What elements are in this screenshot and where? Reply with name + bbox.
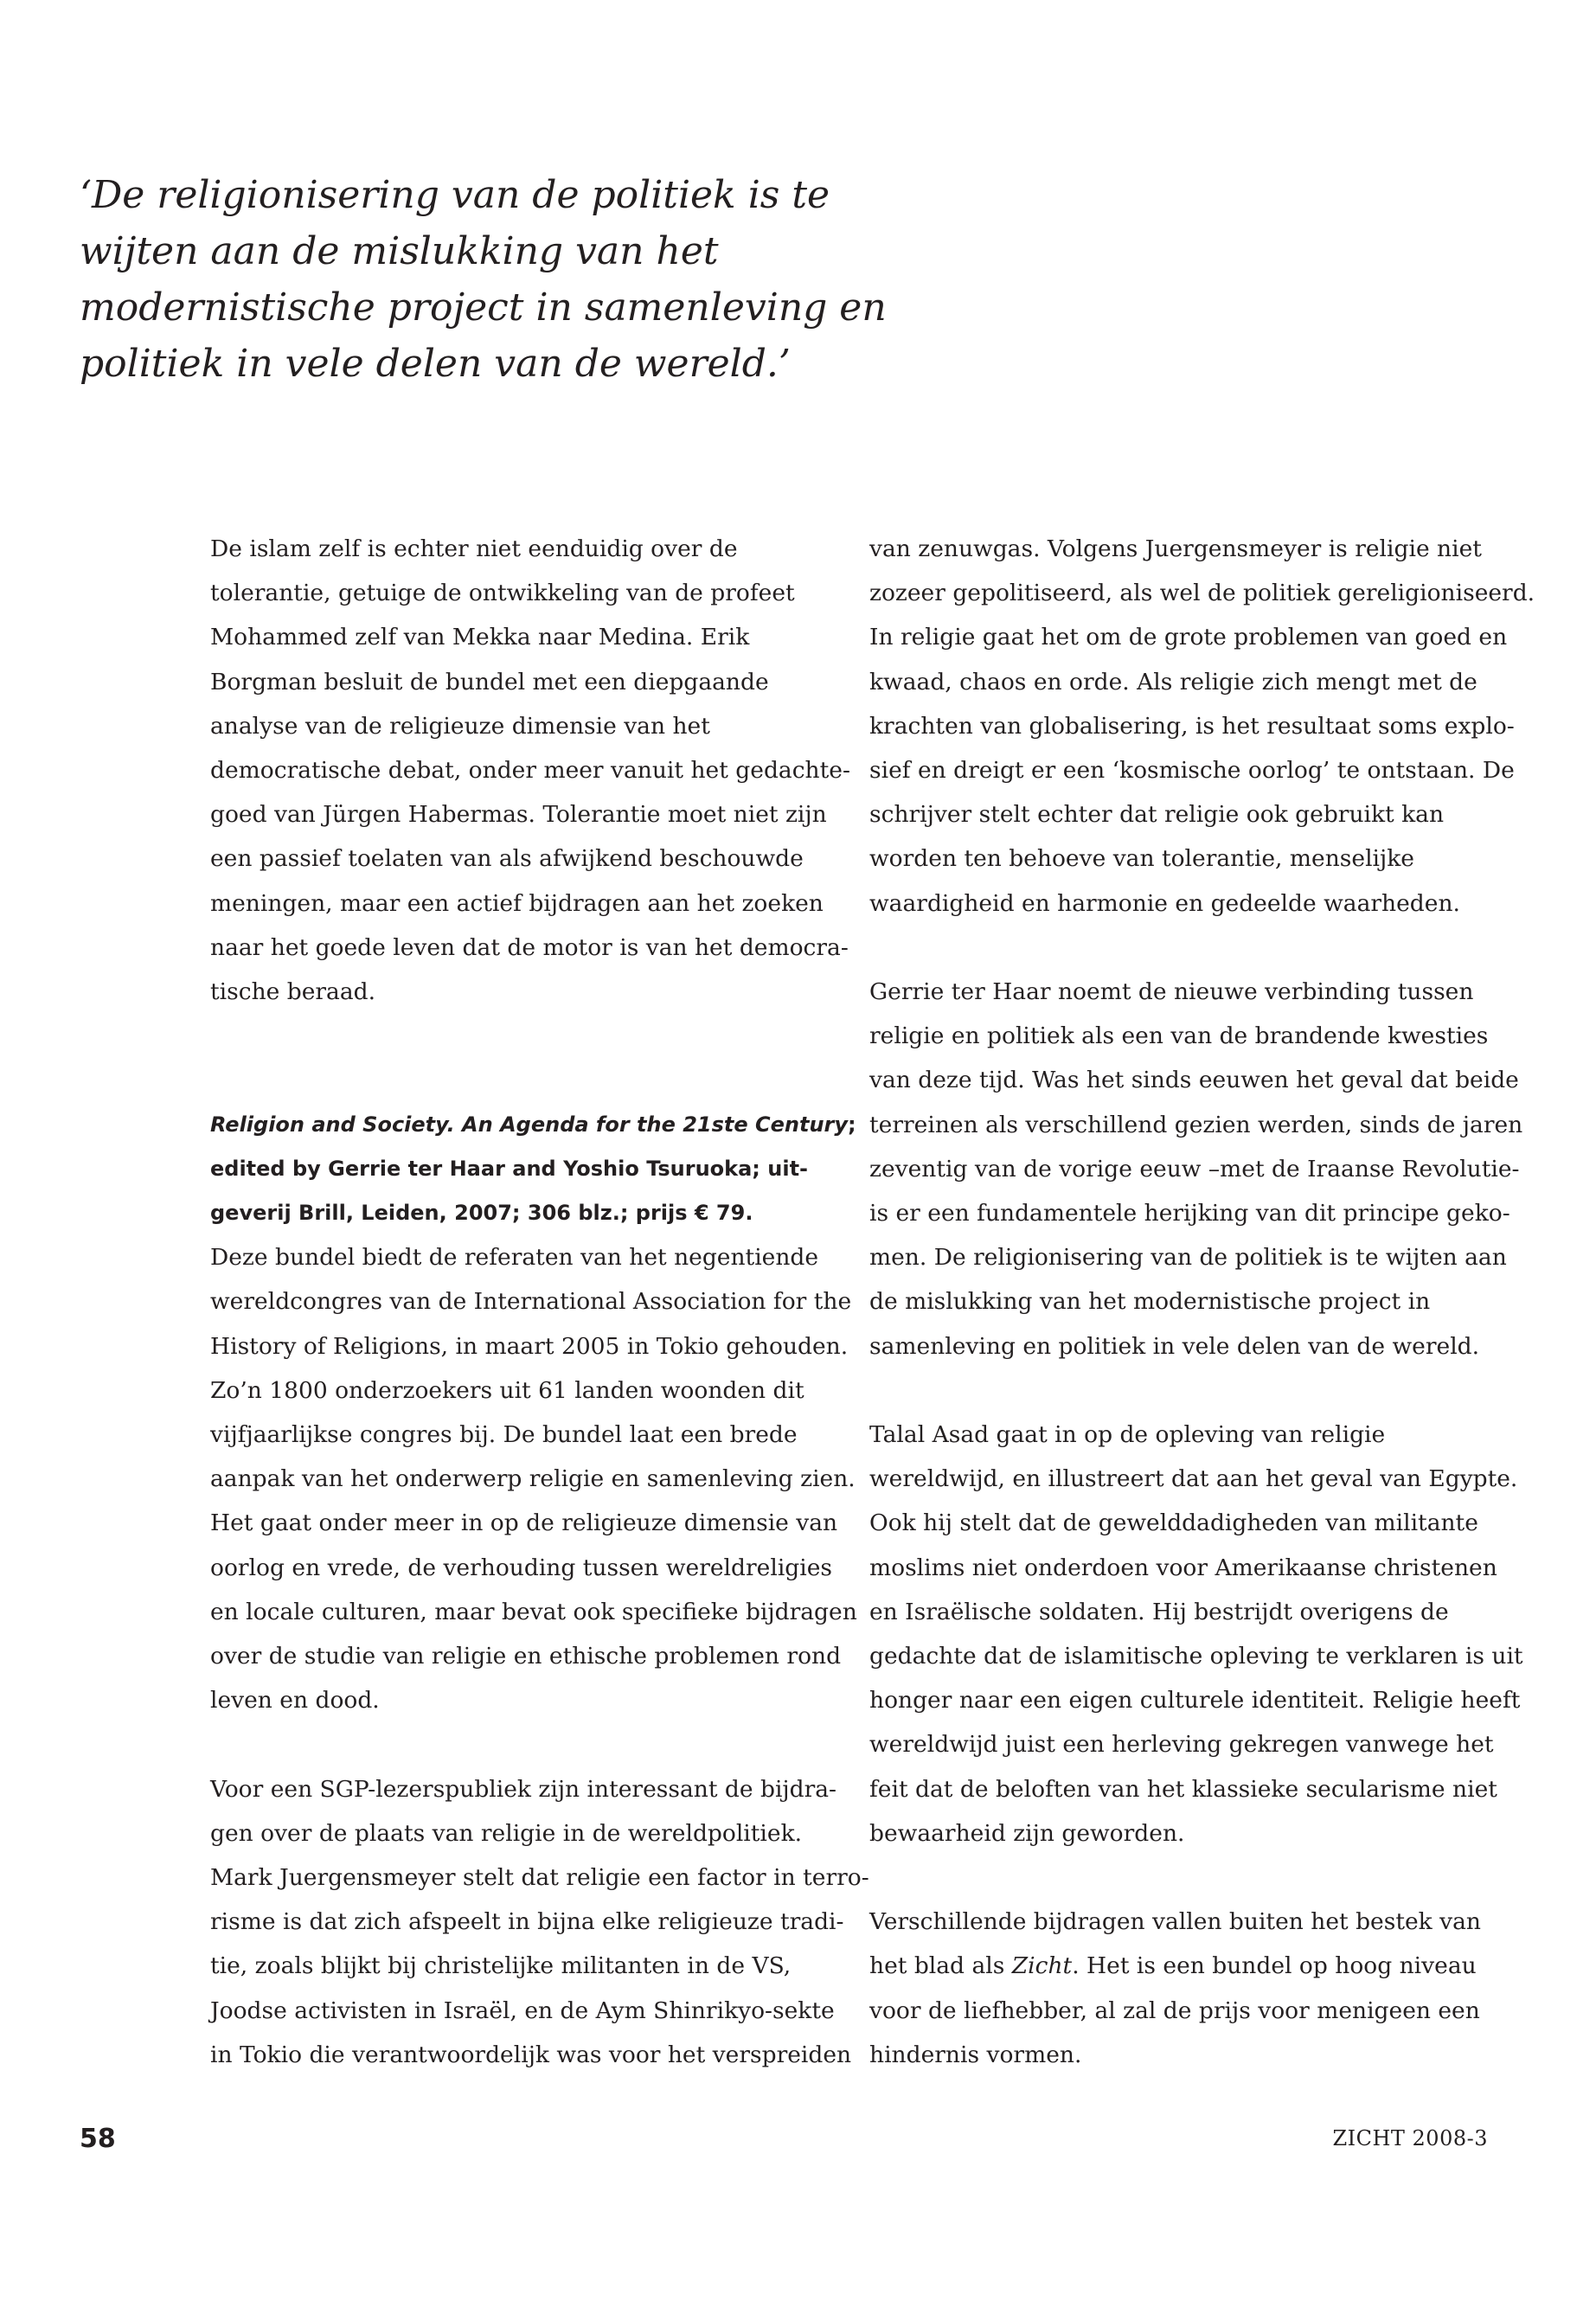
text-line: democratische debat, onder meer vanuit het gedachte- — [210, 757, 850, 785]
text-line: Mark Juergensmeyer stelt dat religie een factor in terro- — [210, 1864, 869, 1892]
book-reference — [210, 1103, 856, 1236]
paragraph — [869, 970, 1523, 1368]
book-title-line: Religion and Society. An Agenda for the 21ste Century; — [210, 1112, 856, 1137]
text-line: aanpak van het onderwerp religie en samenleving zien. — [210, 1465, 856, 1493]
text-line: goed van Jürgen Habermas. Tolerantie moet niet zijn — [210, 801, 827, 829]
pull-quote — [80, 167, 887, 392]
text-line: waardigheid en harmonie en gedeelde waarheden. — [869, 889, 1460, 917]
paragraph — [210, 1767, 869, 2077]
text-line: moslims niet onderdoen voor Amerikaanse christenen — [869, 1554, 1497, 1581]
text-line: vijfjaarlijkse congres bij. De bundel laat een brede — [210, 1421, 798, 1449]
text-line: De islam zelf is echter niet eenduidig over de — [210, 535, 738, 562]
publication-issue: ZICHT 2008-3 — [1332, 2126, 1488, 2150]
text-line: samenleving en politiek in vele delen van de wereld. — [869, 1332, 1480, 1360]
text-line: een passief toelaten van als afwijkend beschouwde — [210, 845, 804, 873]
text-line: oorlog en vrede, de verhouding tussen wereldreligies — [210, 1554, 833, 1581]
pull-quote-line: modernistische project in samenleving en — [80, 285, 887, 330]
text-line: Deze bundel biedt de referaten van het negentiende — [210, 1244, 819, 1272]
paragraph — [210, 527, 850, 1014]
text-line: religie en politiek als een van de brandende kwesties — [869, 1022, 1489, 1050]
text-line: wereldwijd, en illustreert dat aan het geval van Egypte. — [869, 1465, 1518, 1493]
text-line: van deze tijd. Was het sinds eeuwen het geval dat beide — [869, 1067, 1519, 1094]
text-line: sief en dreigt er een ‘kosmische oorlog’ te ontstaan. De — [869, 757, 1515, 785]
text-line: wereldwijd juist een herleving gekregen vanwege het — [869, 1731, 1494, 1759]
text-line: Talal Asad gaat in op de opleving van religie — [869, 1421, 1386, 1449]
text-line: analyse van de religieuze dimensie van het — [210, 712, 710, 740]
text-line: tie, zoals blijkt bij christelijke militanten in de VS, — [210, 1952, 792, 1980]
pull-quote-line: politiek in vele delen van de wereld.’ — [80, 342, 791, 386]
text-line: men. De religionisering van de politiek is te wijten aan — [869, 1244, 1507, 1272]
text-line: zeventig van de vorige eeuw –met de Iraanse Revolutie- — [869, 1155, 1520, 1183]
pull-quote-line: wijten aan de mislukking van het — [80, 229, 719, 273]
paragraph — [210, 1235, 857, 1722]
text-line: Zo’n 1800 onderzoekers uit 61 landen woonden dit — [210, 1376, 804, 1404]
text-line: en locale culturen, maar bevat ook specifieke bijdragen — [210, 1598, 857, 1625]
text-line: leven en dood. — [210, 1687, 380, 1715]
text-line: Ook hij stelt dat de gewelddadigheden van militante — [869, 1509, 1478, 1537]
text-line: tische beraad. — [210, 978, 376, 1006]
text-line: voor de liefhebber, al zal de prijs voor menigeen een — [869, 1997, 1480, 2024]
page-number: 58 — [80, 2124, 116, 2154]
text-line: honger naar een eigen culturele identiteit. Religie heeft — [869, 1687, 1521, 1715]
book-title: Religion and Society. An Agenda for the 21ste Century — [210, 1112, 849, 1137]
text-line: is er een fundamentele herijking van dit principe geko- — [869, 1200, 1510, 1227]
book-publisher-line: geverij Brill, Leiden, 2007; 306 blz.; prijs € 79. — [210, 1201, 753, 1226]
text-line: meningen, maar een actief bijdragen aan het zoeken — [210, 889, 824, 917]
text-line: terreinen als verschillend gezien werden, sinds de jaren — [869, 1111, 1523, 1138]
text-line: Gerrie ter Haar noemt de nieuwe verbinding tussen — [869, 978, 1474, 1006]
text-line: worden ten behoeve van tolerantie, menselijke — [869, 845, 1414, 873]
text-line: Voor een SGP-lezerspubliek zijn interessant de bijdra- — [210, 1775, 837, 1803]
text-line: bewaarheid zijn geworden. — [869, 1819, 1185, 1847]
text-line: feit dat de beloften van het klassieke secularisme niet — [869, 1775, 1497, 1803]
text-line: Borgman besluit de bundel met een diepgaande — [210, 668, 769, 695]
text-line: risme is dat zich afspeelt in bijna elke religieuze tradi- — [210, 1908, 844, 1936]
paragraph — [869, 1900, 1481, 2077]
text-line: Het gaat onder meer in op de religieuze dimensie van — [210, 1509, 838, 1537]
text-line: Joodse activisten in Israël, en de Aym Shinrikyo-sekte — [210, 1997, 835, 2024]
text-line: gen over de plaats van religie in de wereldpolitiek. — [210, 1819, 803, 1847]
text-line: wereldcongres van de International Association for the — [210, 1288, 852, 1316]
text-line: zozeer gepolitiseerd, als wel de politiek gereligioniseerd. — [869, 580, 1535, 607]
text-line: In religie gaat het om de grote problemen van goed en — [869, 624, 1508, 651]
text-line: en Israëlische soldaten. Hij bestrijdt overigens de — [869, 1598, 1449, 1625]
text-line: Mohammed zelf van Mekka naar Medina. Erik — [210, 624, 750, 651]
text-line: in Tokio die verantwoordelijk was voor het verspreiden — [210, 2041, 852, 2068]
text-line: van zenuwgas. Volgens Juergensmeyer is religie niet — [869, 535, 1482, 562]
text-line: History of Religions, in maart 2005 in Tokio gehouden. — [210, 1332, 849, 1360]
text-line: de mislukking van het modernistische project in — [869, 1288, 1431, 1316]
pull-quote-line: ‘De religionisering van de politiek is te — [80, 173, 830, 217]
text-line: Verschillende bijdragen vallen buiten het bestek van — [869, 1908, 1481, 1936]
text-line: kwaad, chaos en orde. Als religie zich mengt met de — [869, 668, 1477, 695]
paragraph — [869, 527, 1535, 926]
text-line: krachten van globalisering, is het resultaat soms explo- — [869, 712, 1515, 740]
text-line: over de studie van religie en ethische problemen rond — [210, 1643, 842, 1670]
magazine-title: Zicht — [1011, 1952, 1073, 1980]
left-column — [210, 527, 869, 2077]
book-editors-line: edited by Gerrie ter Haar and Yoshio Tsuruoka; uit- — [210, 1156, 809, 1181]
text-line: schrijver stelt echter dat religie ook gebruikt kan — [869, 801, 1445, 829]
text-line: tolerantie, getuige de ontwikkeling van de profeet — [210, 580, 795, 607]
right-column — [869, 527, 1535, 2077]
paragraph — [869, 1413, 1523, 1856]
text-line: gedachte dat de islamitische opleving te verklaren is uit — [869, 1643, 1523, 1670]
text-line: hindernis vormen. — [869, 2041, 1082, 2068]
text-line: naar het goede leven dat de motor is van het democra- — [210, 933, 849, 961]
text-line: het blad als Zicht. Het is een bundel op hoog niveau — [869, 1952, 1477, 1980]
